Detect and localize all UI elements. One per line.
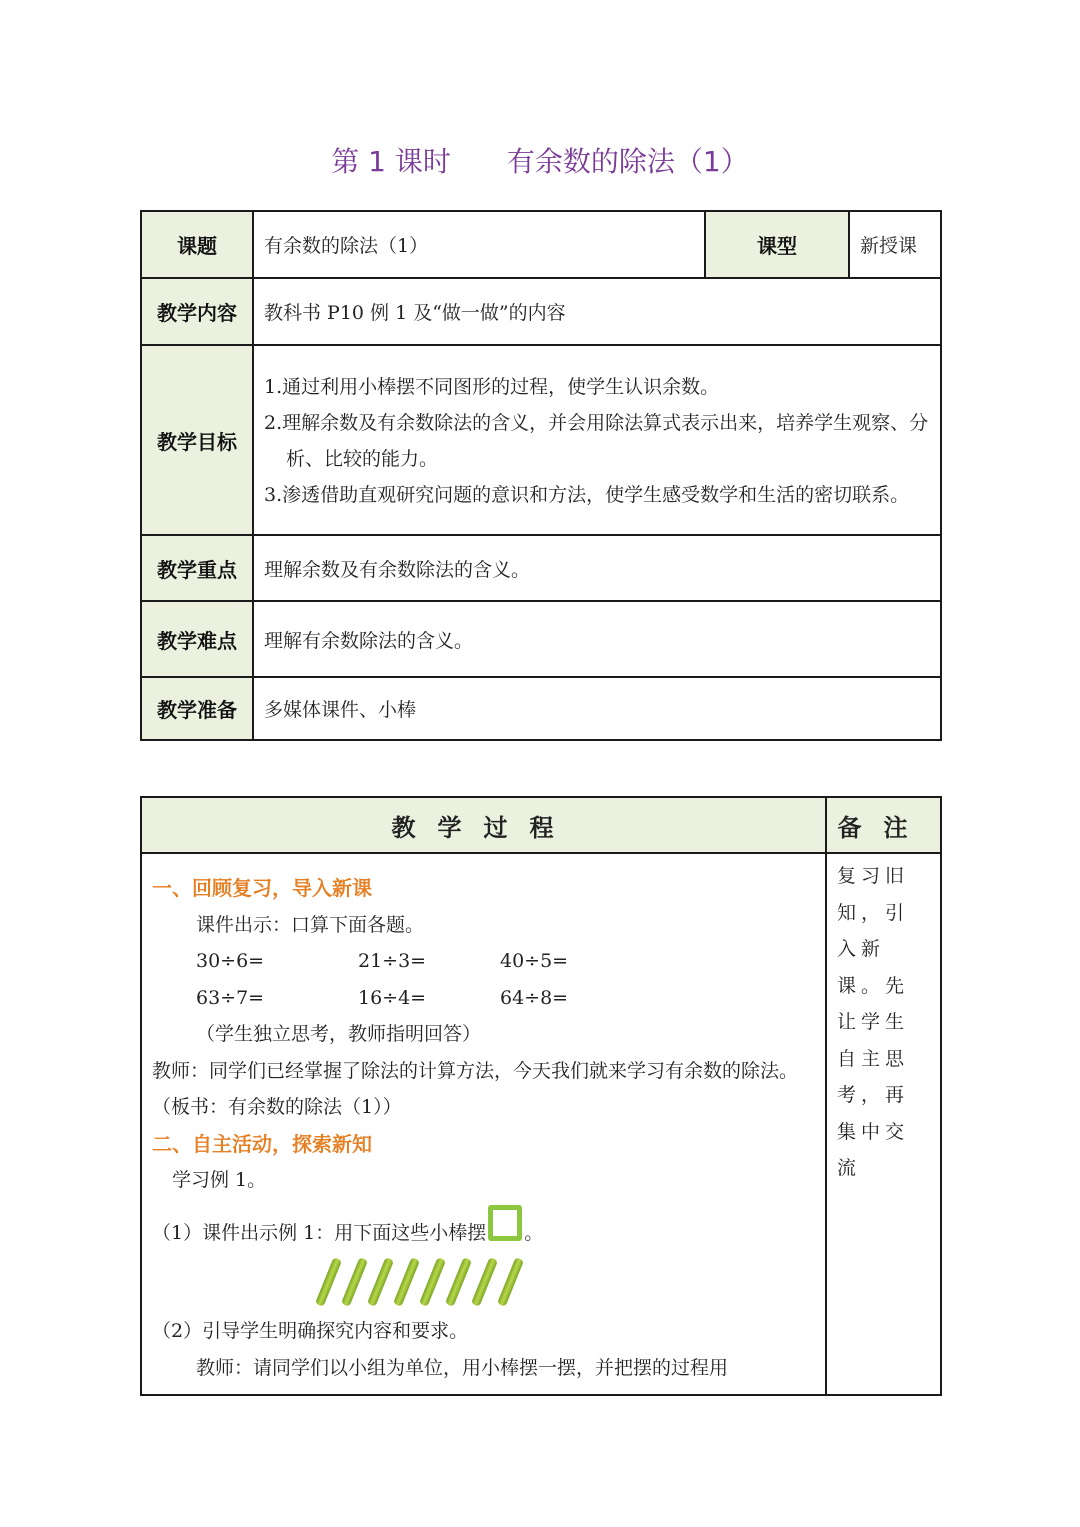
lesson-number: 第 1 课时 [331, 145, 451, 178]
process-header: 教学过程 [141, 797, 826, 853]
difficulty-label: 教学难点 [141, 601, 253, 677]
content-label: 教学内容 [141, 278, 253, 345]
process-header-row [141, 797, 941, 853]
key-label: 教学重点 [141, 535, 253, 601]
study-line: 学习例 1。 [172, 1169, 267, 1191]
lesson-title: 有余数的除法（1） [506, 145, 749, 178]
exercise-row [152, 980, 815, 1017]
section-heading: 一、回顾复习，导入新课 [152, 876, 372, 900]
square-icon [488, 1205, 522, 1241]
stick-icon [393, 1257, 420, 1307]
stick-icon [315, 1257, 342, 1307]
prep-value: 多媒体课件、小棒 [253, 677, 941, 740]
goal-item: 3.渗透借助直观研究问题的意识和方法，使学生感受数学和生活的密切联系。 [264, 484, 910, 506]
stick-icon [497, 1257, 524, 1307]
goals-label: 教学目标 [141, 345, 253, 535]
goal-item: 2.理解余数及有余数除法的含义，并会用除法算式表示出来，培养学生观察、分析、比较的能力。 [264, 412, 929, 470]
student-note: （学生独立思考，教师指明回答） [196, 1023, 482, 1045]
topic-row [141, 211, 941, 278]
notes-content: 复习旧知，引入新课。先让学生自主思考，再集中交流 [826, 853, 941, 1395]
teaching-process-table [140, 796, 942, 1396]
exercise: 21÷3= [358, 950, 427, 972]
show-line: 课件出示：口算下面各题。 [196, 913, 425, 936]
prep-row [141, 677, 941, 740]
topic-label: 课题 [141, 211, 253, 278]
goals-row [141, 345, 941, 535]
stick-icon [419, 1257, 446, 1307]
goal-item: 1.通过利用小棒摆不同图形的过程，使学生认识余数。 [264, 376, 720, 398]
exercise: 63÷7= [196, 986, 265, 1009]
exercise: 30÷6= [196, 950, 265, 972]
exercise-row [152, 943, 815, 980]
step1-line [152, 1205, 815, 1252]
step1-end: 。 [524, 1221, 544, 1244]
step1-text: （1）课件出示例 1：用下面这些小棒摆 [152, 1221, 487, 1244]
exercise: 40÷5= [500, 950, 569, 972]
teacher-line: 教师：同学们已经掌握了除法的计算方法，今天我们就来学习有余数的除法。（板书：有余数的除法（1）） [152, 1059, 799, 1118]
key-row [141, 535, 941, 601]
content-value: 教科书 P10 例 1 及“做一做”的内容 [253, 278, 941, 345]
stick-icon [341, 1257, 368, 1307]
lesson-info-table [140, 210, 942, 741]
stick-icon [471, 1257, 498, 1307]
type-label: 课型 [705, 211, 849, 278]
notes-header: 备注 [826, 797, 941, 853]
type-value: 新授课 [849, 211, 941, 278]
page-title [0, 140, 1080, 180]
exercise: 64÷8= [500, 986, 569, 1009]
stick-icon [367, 1257, 394, 1307]
content-row [141, 278, 941, 345]
key-value: 理解余数及有余数除法的含义。 [253, 535, 941, 601]
difficulty-row [141, 601, 941, 677]
goals-list [253, 345, 941, 535]
prep-label: 教学准备 [141, 677, 253, 740]
section-heading: 二、自主活动，探索新知 [152, 1131, 372, 1156]
process-body-row [141, 853, 941, 1395]
step2-line: （2）引导学生明确探究内容和要求。 [152, 1320, 469, 1342]
topic-value: 有余数的除法（1） [253, 211, 705, 278]
stick-icon [445, 1257, 472, 1307]
difficulty-value: 理解有余数除法的含义。 [253, 601, 941, 677]
sticks-illustration [152, 1251, 815, 1313]
process-content [141, 853, 826, 1395]
exercise: 16÷4= [358, 986, 427, 1009]
teacher-line2: 教师：请同学们以小组为单位，用小棒摆一摆，并把摆的过程用 [196, 1356, 729, 1379]
